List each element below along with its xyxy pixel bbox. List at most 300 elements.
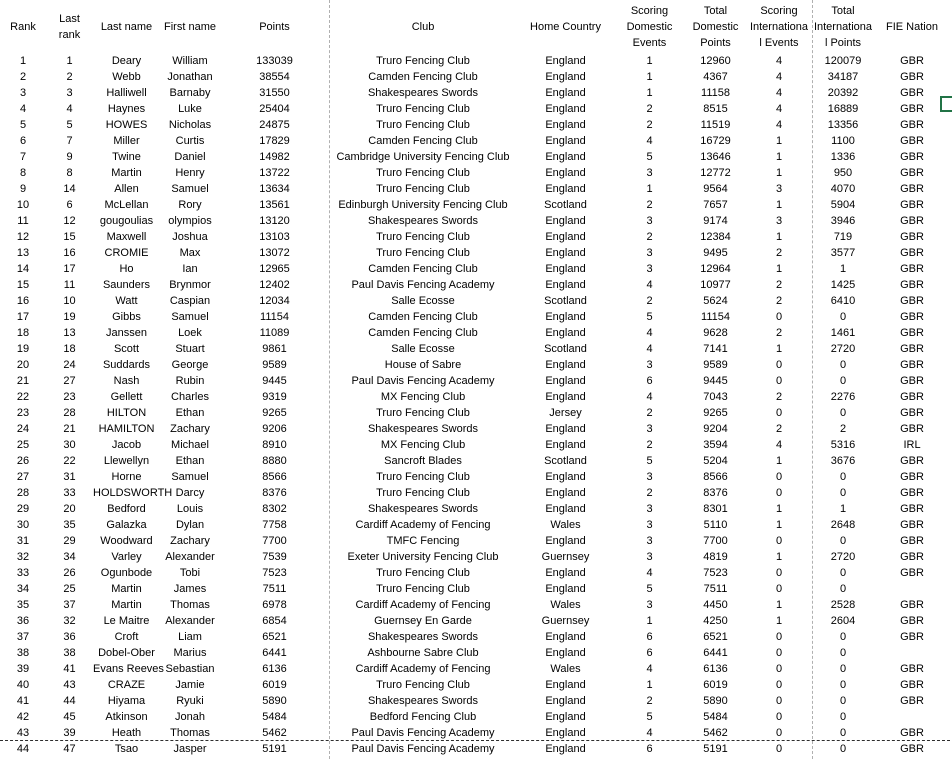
cell-club[interactable]: Edinburgh University Fencing Club	[338, 199, 508, 211]
cell-rank[interactable]: 11	[17, 215, 29, 227]
cell-fie-nation[interactable]: GBR	[900, 103, 924, 115]
cell-rank[interactable]: 39	[16, 663, 30, 675]
cell-last-name[interactable]: Croft	[114, 631, 139, 643]
cell-rank[interactable]: 20	[16, 359, 30, 371]
cell-total-international-points[interactable]: 120079	[824, 55, 862, 67]
cell-rank[interactable]: 38	[16, 647, 30, 659]
cell-points[interactable]: 9265	[262, 407, 287, 419]
cell-club[interactable]: Truro Fencing Club	[376, 167, 470, 179]
cell-rank[interactable]: 1	[19, 55, 27, 67]
cell-last-rank[interactable]: 10	[63, 295, 76, 307]
cell-club[interactable]: Truro Fencing Club	[376, 471, 470, 483]
cell-scoring-international-events[interactable]: 4	[775, 71, 783, 83]
cell-fie-nation[interactable]: GBR	[900, 327, 924, 339]
table-row[interactable]	[0, 533, 950, 549]
cell-fie-nation[interactable]: GBR	[900, 519, 924, 531]
cell-scoring-international-events[interactable]: 4	[775, 119, 783, 131]
cell-fie-nation[interactable]: GBR	[900, 151, 924, 163]
cell-last-name[interactable]: Martin	[111, 167, 142, 179]
cell-home-country[interactable]: England	[545, 439, 586, 451]
cell-total-international-points[interactable]: 1	[839, 503, 847, 515]
cell-scoring-domestic-events[interactable]: 3	[646, 471, 653, 483]
table-row[interactable]	[0, 741, 950, 757]
cell-scoring-domestic-events[interactable]: 3	[646, 503, 653, 515]
header-club[interactable]: Club	[411, 20, 435, 33]
cell-total-international-points[interactable]: 0	[839, 567, 847, 579]
cell-scoring-domestic-events[interactable]: 4	[646, 279, 653, 291]
cell-home-country[interactable]: England	[545, 375, 586, 387]
cell-home-country[interactable]: England	[545, 503, 586, 515]
cell-scoring-domestic-events[interactable]: 3	[646, 423, 653, 435]
cell-scoring-domestic-events[interactable]: 1	[646, 87, 653, 99]
cell-scoring-domestic-events[interactable]: 5	[646, 455, 653, 467]
header-last-name[interactable]: Last name	[100, 20, 153, 33]
cell-last-name[interactable]: HOWES	[105, 119, 148, 131]
cell-scoring-domestic-events[interactable]: 4	[646, 727, 653, 739]
cell-fie-nation[interactable]: IRL	[903, 439, 921, 451]
cell-scoring-international-events[interactable]: 1	[775, 615, 783, 627]
cell-rank[interactable]: 18	[16, 327, 30, 339]
cell-club[interactable]: Truro Fencing Club	[376, 55, 470, 67]
cell-points[interactable]: 12034	[259, 295, 290, 307]
cell-club[interactable]: Cardiff Academy of Fencing	[355, 519, 491, 531]
cell-rank[interactable]: 15	[16, 279, 30, 291]
cell-first-name[interactable]: Henry	[175, 167, 205, 179]
cell-scoring-domestic-events[interactable]: 1	[646, 183, 653, 195]
cell-scoring-domestic-events[interactable]: 5	[646, 711, 653, 723]
cell-scoring-international-events[interactable]: 0	[775, 583, 783, 595]
cell-total-domestic-points[interactable]: 12964	[700, 263, 731, 275]
table-row[interactable]	[0, 469, 950, 485]
cell-points[interactable]: 5890	[262, 695, 287, 707]
cell-scoring-domestic-events[interactable]: 2	[646, 103, 653, 115]
cell-total-domestic-points[interactable]: 3594	[703, 439, 728, 451]
cell-last-rank[interactable]: 8	[66, 167, 73, 179]
cell-home-country[interactable]: England	[545, 55, 586, 67]
cell-scoring-domestic-events[interactable]: 4	[646, 567, 653, 579]
cell-total-domestic-points[interactable]: 11519	[700, 119, 731, 131]
cell-rank[interactable]: 23	[16, 407, 30, 419]
cell-points[interactable]: 9445	[262, 375, 287, 387]
cell-fie-nation[interactable]: GBR	[900, 247, 924, 259]
cell-last-rank[interactable]: 13	[63, 327, 76, 339]
cell-last-name[interactable]: Bedford	[107, 503, 146, 515]
table-row[interactable]	[0, 69, 950, 85]
cell-fie-nation[interactable]: GBR	[900, 599, 924, 611]
cell-fie-nation[interactable]: GBR	[900, 167, 924, 179]
cell-points[interactable]: 13103	[259, 231, 290, 243]
cell-total-domestic-points[interactable]: 8515	[703, 103, 728, 115]
cell-points[interactable]: 9319	[262, 391, 287, 403]
cell-last-name[interactable]: Gibbs	[112, 311, 141, 323]
cell-first-name[interactable]: Nicholas	[168, 119, 212, 131]
cell-scoring-international-events[interactable]: 0	[775, 695, 783, 707]
cell-last-rank[interactable]: 23	[63, 391, 76, 403]
cell-fie-nation[interactable]: GBR	[900, 471, 924, 483]
cell-rank[interactable]: 36	[16, 615, 30, 627]
header-first-name[interactable]: First name	[164, 20, 216, 33]
cell-fie-nation[interactable]: GBR	[900, 695, 924, 707]
cell-points[interactable]: 6019	[262, 679, 287, 691]
header-total-international-points[interactable]: Total Internationa l Points	[813, 4, 873, 49]
cell-total-international-points[interactable]: 2528	[830, 599, 856, 611]
cell-home-country[interactable]: England	[545, 423, 586, 435]
cell-scoring-domestic-events[interactable]: 2	[646, 295, 653, 307]
cell-fie-nation[interactable]: GBR	[900, 663, 924, 675]
cell-fie-nation[interactable]: GBR	[900, 631, 924, 643]
cell-fie-nation[interactable]: GBR	[900, 743, 924, 755]
cell-home-country[interactable]: England	[545, 631, 586, 643]
cell-scoring-international-events[interactable]: 0	[775, 487, 783, 499]
header-last-rank[interactable]: Last rank	[58, 12, 81, 41]
cell-last-rank[interactable]: 34	[63, 551, 76, 563]
cell-last-rank[interactable]: 3	[66, 87, 73, 99]
cell-scoring-domestic-events[interactable]: 5	[646, 151, 653, 163]
cell-total-international-points[interactable]: 0	[839, 535, 847, 547]
cell-home-country[interactable]: England	[545, 567, 586, 579]
cell-fie-nation[interactable]: GBR	[900, 375, 924, 387]
cell-last-name[interactable]: Allen	[114, 183, 139, 195]
cell-first-name[interactable]: Charles	[171, 391, 209, 403]
cell-total-international-points[interactable]: 0	[839, 583, 847, 595]
cell-scoring-domestic-events[interactable]: 1	[646, 71, 653, 83]
cell-scoring-domestic-events[interactable]: 3	[646, 535, 653, 547]
table-row[interactable]	[0, 693, 950, 709]
cell-first-name[interactable]: Thomas	[170, 727, 210, 739]
cell-scoring-international-events[interactable]: 1	[775, 167, 783, 179]
cell-total-domestic-points[interactable]: 4819	[703, 551, 728, 563]
cell-total-international-points[interactable]: 950	[833, 167, 853, 179]
cell-last-rank[interactable]: 24	[63, 359, 76, 371]
cell-home-country[interactable]: Wales	[550, 663, 581, 675]
cell-rank[interactable]: 28	[16, 487, 30, 499]
cell-club[interactable]: Paul Davis Fencing Academy	[351, 375, 495, 387]
cell-scoring-international-events[interactable]: 1	[775, 199, 783, 211]
table-row[interactable]	[0, 309, 950, 325]
cell-total-international-points[interactable]: 0	[839, 407, 847, 419]
cell-total-international-points[interactable]: 1461	[830, 327, 856, 339]
cell-club[interactable]: Paul Davis Fencing Academy	[351, 727, 495, 739]
cell-home-country[interactable]: Scotland	[544, 295, 587, 307]
cell-club[interactable]: Exeter University Fencing Club	[347, 551, 499, 563]
cell-total-international-points[interactable]: 34187	[827, 71, 859, 83]
cell-home-country[interactable]: Scotland	[544, 199, 587, 211]
cell-rank[interactable]: 34	[16, 583, 30, 595]
cell-total-domestic-points[interactable]: 5484	[703, 711, 728, 723]
cell-scoring-international-events[interactable]: 0	[775, 375, 783, 387]
cell-fie-nation[interactable]	[874, 581, 950, 597]
cell-total-domestic-points[interactable]: 7700	[703, 535, 728, 547]
cell-scoring-international-events[interactable]: 1	[775, 599, 783, 611]
table-row[interactable]	[0, 149, 950, 165]
cell-fie-nation[interactable]: GBR	[900, 119, 924, 131]
cell-club[interactable]: TMFC Fencing	[386, 535, 460, 547]
cell-home-country[interactable]: England	[545, 119, 586, 131]
cell-total-domestic-points[interactable]: 8376	[703, 487, 728, 499]
cell-club[interactable]: Shakespeares Swords	[367, 503, 479, 515]
table-row[interactable]	[0, 629, 950, 645]
cell-fie-nation[interactable]: GBR	[900, 423, 924, 435]
cell-total-international-points[interactable]: 0	[839, 711, 847, 723]
cell-total-international-points[interactable]: 0	[839, 695, 847, 707]
cell-total-domestic-points[interactable]: 9495	[703, 247, 728, 259]
cell-home-country[interactable]: England	[545, 247, 586, 259]
cell-scoring-international-events[interactable]: 1	[775, 519, 783, 531]
selected-cell-indicator[interactable]	[940, 96, 952, 112]
cell-points[interactable]: 13561	[259, 199, 290, 211]
cell-last-name[interactable]: Saunders	[102, 279, 151, 291]
cell-last-name[interactable]: Webb	[112, 71, 141, 83]
header-total-domestic-points[interactable]: Total Domestic Points	[692, 4, 739, 49]
table-row[interactable]	[0, 725, 950, 741]
cell-scoring-international-events[interactable]: 1	[775, 151, 783, 163]
cell-first-name[interactable]: Alexander	[165, 615, 215, 627]
cell-total-international-points[interactable]: 0	[839, 471, 847, 483]
cell-last-rank[interactable]: 7	[66, 135, 73, 147]
cell-total-international-points[interactable]: 6410	[830, 295, 856, 307]
cell-points[interactable]: 7523	[262, 567, 287, 579]
cell-points[interactable]: 13634	[259, 183, 290, 195]
cell-total-domestic-points[interactable]: 8566	[703, 471, 728, 483]
cell-last-name[interactable]: Ogunbode	[100, 567, 153, 579]
cell-scoring-domestic-events[interactable]: 4	[646, 391, 653, 403]
cell-fie-nation[interactable]: GBR	[900, 567, 924, 579]
cell-last-name[interactable]: Martin	[111, 599, 142, 611]
cell-total-international-points[interactable]: 2720	[830, 343, 856, 355]
cell-club[interactable]: Cardiff Academy of Fencing	[355, 599, 491, 611]
cell-home-country[interactable]: England	[545, 391, 586, 403]
cell-club[interactable]: Shakespeares Swords	[367, 631, 479, 643]
cell-points[interactable]: 8566	[262, 471, 287, 483]
cell-total-international-points[interactable]: 3946	[830, 215, 856, 227]
cell-last-name[interactable]: HAMILTON	[98, 423, 155, 435]
cell-last-name[interactable]: Halliwell	[106, 87, 147, 99]
cell-total-domestic-points[interactable]: 10977	[700, 279, 731, 291]
table-row[interactable]	[0, 709, 950, 725]
cell-total-international-points[interactable]: 1336	[830, 151, 856, 163]
cell-home-country[interactable]: England	[545, 311, 586, 323]
cell-scoring-domestic-events[interactable]: 3	[646, 599, 653, 611]
cell-total-domestic-points[interactable]: 12960	[700, 55, 731, 67]
cell-club[interactable]: Truro Fencing Club	[376, 247, 470, 259]
cell-first-name[interactable]: Tobi	[179, 567, 201, 579]
cell-club[interactable]: Salle Ecosse	[391, 295, 455, 307]
cell-club[interactable]: Truro Fencing Club	[376, 583, 470, 595]
cell-last-rank[interactable]: 9	[66, 151, 73, 163]
cell-points[interactable]: 9589	[262, 359, 287, 371]
cell-last-rank[interactable]: 30	[63, 439, 76, 451]
cell-first-name[interactable]: Zachary	[170, 535, 210, 547]
header-fie-nation[interactable]: FIE Nation	[886, 20, 938, 33]
cell-scoring-international-events[interactable]: 2	[775, 247, 783, 259]
cell-total-international-points[interactable]: 0	[839, 663, 847, 675]
cell-fie-nation[interactable]: GBR	[900, 679, 924, 691]
cell-total-domestic-points[interactable]: 9628	[703, 327, 728, 339]
cell-first-name[interactable]: Samuel	[171, 471, 209, 483]
cell-last-rank[interactable]: 36	[63, 631, 76, 643]
cell-last-rank[interactable]: 38	[63, 647, 76, 659]
cell-club[interactable]: Cambridge University Fencing Club	[336, 151, 510, 163]
cell-last-rank[interactable]: 14	[63, 183, 76, 195]
cell-rank[interactable]: 43	[16, 727, 30, 739]
cell-first-name[interactable]: Rubin	[175, 375, 205, 387]
cell-total-domestic-points[interactable]: 6136	[703, 663, 728, 675]
cell-total-international-points[interactable]: 0	[839, 487, 847, 499]
cell-first-name[interactable]: Daniel	[174, 151, 206, 163]
cell-total-domestic-points[interactable]: 6019	[703, 679, 728, 691]
cell-first-name[interactable]: James	[173, 583, 207, 595]
cell-home-country[interactable]: England	[545, 647, 586, 659]
table-row[interactable]	[0, 389, 950, 405]
cell-last-name[interactable]: Gellett	[110, 391, 143, 403]
cell-total-international-points[interactable]: 719	[833, 231, 853, 243]
cell-club[interactable]: Truro Fencing Club	[376, 679, 470, 691]
cell-fie-nation[interactable]: GBR	[900, 215, 924, 227]
table-row[interactable]	[0, 421, 950, 437]
cell-home-country[interactable]: England	[545, 679, 586, 691]
cell-first-name[interactable]: Joshua	[172, 231, 208, 243]
cell-points[interactable]: 7511	[262, 583, 287, 595]
cell-scoring-domestic-events[interactable]: 4	[646, 135, 653, 147]
cell-fie-nation[interactable]: GBR	[900, 71, 924, 83]
cell-club[interactable]: Shakespeares Swords	[367, 215, 479, 227]
cell-club[interactable]: Truro Fencing Club	[376, 487, 470, 499]
cell-fie-nation[interactable]: GBR	[900, 487, 924, 499]
cell-points[interactable]: 7539	[262, 551, 287, 563]
cell-rank[interactable]: 16	[16, 295, 30, 307]
cell-rank[interactable]: 2	[19, 71, 27, 83]
cell-first-name[interactable]: Michael	[171, 439, 209, 451]
cell-rank[interactable]: 6	[19, 135, 27, 147]
cell-points[interactable]: 38554	[259, 71, 290, 83]
cell-last-name[interactable]: Suddards	[102, 359, 151, 371]
cell-scoring-international-events[interactable]: 0	[775, 663, 783, 675]
cell-scoring-international-events[interactable]: 0	[775, 631, 783, 643]
cell-last-name[interactable]: Hiyama	[107, 695, 146, 707]
table-row[interactable]	[0, 85, 950, 101]
cell-last-rank[interactable]: 19	[63, 311, 76, 323]
table-row[interactable]	[0, 245, 950, 261]
cell-home-country[interactable]: Guernsey	[541, 551, 590, 563]
cell-last-rank[interactable]: 6	[66, 199, 73, 211]
table-row[interactable]	[0, 277, 950, 293]
cell-first-name[interactable]: Marius	[173, 647, 207, 659]
cell-rank[interactable]: 24	[16, 423, 30, 435]
cell-last-name[interactable]: Atkinson	[105, 711, 148, 723]
cell-total-domestic-points[interactable]: 7657	[703, 199, 728, 211]
cell-fie-nation[interactable]: GBR	[900, 55, 924, 67]
cell-first-name[interactable]: Ethan	[175, 407, 205, 419]
cell-total-international-points[interactable]: 5316	[830, 439, 856, 451]
cell-first-name[interactable]: Stuart	[175, 343, 205, 355]
cell-total-international-points[interactable]: 0	[839, 375, 847, 387]
cell-points[interactable]: 31550	[259, 87, 290, 99]
cell-total-international-points[interactable]: 1100	[831, 135, 855, 147]
cell-rank[interactable]: 5	[19, 119, 27, 131]
cell-home-country[interactable]: England	[545, 471, 586, 483]
cell-fie-nation[interactable]: GBR	[900, 551, 924, 563]
cell-total-international-points[interactable]: 3676	[830, 455, 856, 467]
cell-points[interactable]: 8880	[262, 455, 287, 467]
table-row[interactable]	[0, 677, 950, 693]
cell-points[interactable]: 6978	[262, 599, 287, 611]
cell-points[interactable]: 17829	[259, 135, 290, 147]
cell-points[interactable]: 8910	[262, 439, 287, 451]
table-row[interactable]	[0, 357, 950, 373]
cell-points[interactable]: 7758	[262, 519, 287, 531]
cell-first-name[interactable]: Caspian	[169, 295, 211, 307]
cell-scoring-domestic-events[interactable]: 4	[646, 327, 653, 339]
cell-scoring-domestic-events[interactable]: 4	[646, 663, 653, 675]
cell-rank[interactable]: 37	[16, 631, 30, 643]
cell-last-name[interactable]: Le Maitre	[103, 615, 150, 627]
cell-fie-nation[interactable]: GBR	[900, 87, 924, 99]
cell-rank[interactable]: 8	[19, 167, 27, 179]
cell-rank[interactable]: 35	[16, 599, 30, 611]
cell-last-rank[interactable]: 20	[63, 503, 76, 515]
table-row[interactable]	[0, 549, 950, 565]
cell-total-domestic-points[interactable]: 5462	[703, 727, 728, 739]
cell-last-name[interactable]: Haynes	[107, 103, 146, 115]
cell-scoring-international-events[interactable]: 0	[775, 359, 783, 371]
cell-scoring-international-events[interactable]: 1	[775, 343, 783, 355]
cell-last-name[interactable]: Martin	[111, 583, 142, 595]
table-row[interactable]	[0, 181, 950, 197]
cell-scoring-international-events[interactable]: 2	[775, 391, 783, 403]
cell-points[interactable]: 7700	[262, 535, 287, 547]
cell-points[interactable]: 6441	[262, 647, 287, 659]
cell-rank[interactable]: 10	[16, 199, 30, 211]
cell-total-domestic-points[interactable]: 4367	[703, 71, 728, 83]
cell-first-name[interactable]: Brynmor	[169, 279, 211, 291]
cell-first-name[interactable]: Jamie	[175, 679, 205, 691]
table-row[interactable]	[0, 565, 950, 581]
cell-total-domestic-points[interactable]: 12384	[700, 231, 731, 243]
cell-first-name[interactable]: Samuel	[171, 311, 209, 323]
cell-scoring-domestic-events[interactable]: 1	[646, 679, 653, 691]
cell-points[interactable]: 5462	[262, 727, 287, 739]
table-row[interactable]	[0, 517, 950, 533]
cell-scoring-domestic-events[interactable]: 1	[646, 615, 653, 627]
cell-last-name[interactable]: Evans Reeves	[93, 663, 164, 675]
cell-last-name[interactable]: Scott	[113, 343, 140, 355]
cell-scoring-domestic-events[interactable]: 3	[646, 263, 653, 275]
cell-last-rank[interactable]: 27	[63, 375, 76, 387]
cell-fie-nation[interactable]: GBR	[900, 231, 924, 243]
cell-last-name[interactable]: gougoulias	[99, 215, 154, 227]
cell-scoring-domestic-events[interactable]: 6	[646, 375, 653, 387]
cell-scoring-domestic-events[interactable]: 6	[646, 743, 653, 755]
cell-last-name[interactable]: Heath	[111, 727, 142, 739]
cell-rank[interactable]: 32	[16, 551, 30, 563]
cell-points[interactable]: 133039	[256, 55, 293, 67]
cell-first-name[interactable]: George	[171, 359, 209, 371]
cell-first-name[interactable]: Zachary	[170, 423, 210, 435]
cell-total-international-points[interactable]: 2276	[830, 391, 856, 403]
cell-points[interactable]: 12402	[259, 279, 290, 291]
cell-last-name[interactable]: Janssen	[106, 327, 147, 339]
cell-total-domestic-points[interactable]: 12772	[700, 167, 731, 179]
cell-fie-nation[interactable]: GBR	[900, 343, 924, 355]
cell-total-international-points[interactable]: 2648	[830, 519, 856, 531]
cell-points[interactable]: 9206	[262, 423, 287, 435]
cell-scoring-international-events[interactable]: 1	[775, 551, 783, 563]
cell-rank[interactable]: 33	[16, 567, 30, 579]
cell-club[interactable]: Shakespeares Swords	[367, 695, 479, 707]
cell-scoring-international-events[interactable]: 0	[775, 311, 783, 323]
cell-first-name[interactable]: Jonah	[175, 711, 205, 723]
cell-fie-nation[interactable]: GBR	[900, 407, 924, 419]
